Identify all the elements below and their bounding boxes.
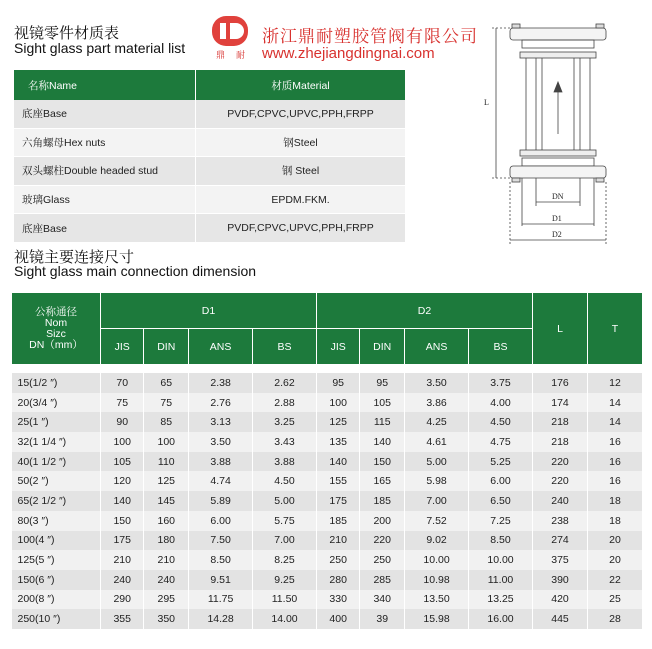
value-cell: 340 xyxy=(360,590,405,610)
value-cell: 175 xyxy=(101,531,144,551)
col-t: T xyxy=(588,293,643,365)
value-cell: 20 xyxy=(588,550,643,570)
value-cell: 95 xyxy=(316,373,359,393)
value-cell: 280 xyxy=(316,570,359,590)
value-cell: 135 xyxy=(316,432,359,452)
part-name: 玻璃Glass xyxy=(14,185,196,214)
value-cell: 176 xyxy=(533,373,588,393)
value-cell: 18 xyxy=(588,511,643,531)
value-cell: 2.88 xyxy=(253,393,317,413)
value-cell: 5.25 xyxy=(469,452,533,472)
value-cell: 274 xyxy=(533,531,588,551)
value-cell: 3.88 xyxy=(253,452,317,472)
value-cell: 185 xyxy=(360,491,405,511)
value-cell: 5.75 xyxy=(253,511,317,531)
part-material: PVDF,CPVC,UPVC,PPH,FRPP xyxy=(196,214,406,243)
value-cell: 11.75 xyxy=(189,590,253,610)
value-cell: 210 xyxy=(316,531,359,551)
dim-label-l: L xyxy=(484,98,489,107)
value-cell: 7.00 xyxy=(405,491,469,511)
table-row xyxy=(12,550,643,570)
value-cell: 240 xyxy=(144,570,189,590)
value-cell: 14.28 xyxy=(189,609,253,629)
value-cell: 12 xyxy=(588,373,643,393)
nom-header-line: Nom xyxy=(44,316,68,329)
value-cell: 4.50 xyxy=(469,412,533,432)
table-row xyxy=(12,393,643,413)
part-name: 六角螺母Hex nuts xyxy=(14,128,196,157)
nominal-size-cell: 80(3 ″) xyxy=(12,511,101,531)
col-d1-ans: ANS xyxy=(189,329,253,365)
nom-header-line: Sizc xyxy=(46,327,66,340)
value-cell: 220 xyxy=(533,452,588,472)
value-cell: 390 xyxy=(533,570,588,590)
value-cell: 2.76 xyxy=(189,393,253,413)
nominal-size-cell: 200(8 ″) xyxy=(12,590,101,610)
part-material: 钢 Steel xyxy=(196,157,406,186)
table-row xyxy=(14,128,406,157)
col-d2-ans: ANS xyxy=(405,329,469,365)
nominal-size-cell: 40(1 1/2 ″) xyxy=(12,452,101,472)
nom-header-line: DN（mm） xyxy=(29,338,83,351)
col-d1-bs: BS xyxy=(253,329,317,365)
value-cell: 3.75 xyxy=(469,373,533,393)
value-cell: 8.50 xyxy=(469,531,533,551)
value-cell: 7.52 xyxy=(405,511,469,531)
value-cell: 3.86 xyxy=(405,393,469,413)
value-cell: 355 xyxy=(101,609,144,629)
value-cell: 3.88 xyxy=(189,452,253,472)
value-cell: 6.00 xyxy=(469,471,533,491)
value-cell: 4.25 xyxy=(405,412,469,432)
value-cell: 15.98 xyxy=(405,609,469,629)
value-cell: 375 xyxy=(533,550,588,570)
value-cell: 125 xyxy=(316,412,359,432)
value-cell: 290 xyxy=(101,590,144,610)
value-cell: 2.38 xyxy=(189,373,253,393)
value-cell: 250 xyxy=(316,550,359,570)
value-cell: 3.13 xyxy=(189,412,253,432)
value-cell: 140 xyxy=(360,432,405,452)
value-cell: 22 xyxy=(588,570,643,590)
value-cell: 11.50 xyxy=(253,590,317,610)
value-cell: 2.62 xyxy=(253,373,317,393)
table-row xyxy=(14,157,406,186)
col-d2-bs: BS xyxy=(469,329,533,365)
value-cell: 185 xyxy=(316,511,359,531)
value-cell: 5.89 xyxy=(189,491,253,511)
company-url[interactable]: www.zhejiangdingnai.com xyxy=(262,45,435,62)
col-d2-din: DIN xyxy=(360,329,405,365)
value-cell: 4.61 xyxy=(405,432,469,452)
value-cell: 14 xyxy=(588,393,643,413)
col-nominal-size xyxy=(12,293,101,365)
value-cell: 180 xyxy=(144,531,189,551)
nominal-size-cell: 150(6 ″) xyxy=(12,570,101,590)
value-cell: 9.25 xyxy=(253,570,317,590)
parts-title-cn: 视镜零件材质表 xyxy=(14,25,120,42)
value-cell: 13.50 xyxy=(405,590,469,610)
value-cell: 240 xyxy=(533,491,588,511)
value-cell: 175 xyxy=(316,491,359,511)
value-cell: 115 xyxy=(360,412,405,432)
value-cell: 10.00 xyxy=(405,550,469,570)
nominal-size-cell: 25(1 ″) xyxy=(12,412,101,432)
value-cell: 218 xyxy=(533,432,588,452)
part-name: 双头螺柱Double headed stud xyxy=(14,157,196,186)
value-cell: 3.50 xyxy=(189,432,253,452)
col-group-d2: D2 xyxy=(316,293,532,329)
value-cell: 65 xyxy=(144,373,189,393)
value-cell: 4.74 xyxy=(189,471,253,491)
value-cell: 400 xyxy=(316,609,359,629)
value-cell: 13.25 xyxy=(469,590,533,610)
part-material: EPDM.FKM. xyxy=(196,185,406,214)
dim-label-d2: D2 xyxy=(552,230,562,239)
value-cell: 100 xyxy=(101,432,144,452)
table-row xyxy=(12,471,643,491)
value-cell: 350 xyxy=(144,609,189,629)
col-l: L xyxy=(533,293,588,365)
parts-material-table xyxy=(14,70,406,243)
value-cell: 140 xyxy=(101,491,144,511)
nominal-size-cell: 32(1 1/4 ″) xyxy=(12,432,101,452)
value-cell: 10.98 xyxy=(405,570,469,590)
value-cell: 10.00 xyxy=(469,550,533,570)
dims-title-cn: 视镜主要连接尺寸 xyxy=(14,249,135,266)
value-cell: 3.25 xyxy=(253,412,317,432)
value-cell: 39 xyxy=(360,609,405,629)
col-d2-jis: JIS xyxy=(316,329,359,365)
value-cell: 16 xyxy=(588,471,643,491)
value-cell: 150 xyxy=(360,452,405,472)
col-name: 名称Name xyxy=(14,70,196,100)
value-cell: 165 xyxy=(360,471,405,491)
value-cell: 220 xyxy=(533,471,588,491)
svg-text:鼎: 鼎 xyxy=(216,51,226,60)
value-cell: 75 xyxy=(101,393,144,413)
spacer-cell xyxy=(12,365,643,374)
value-cell: 16.00 xyxy=(469,609,533,629)
dim-label-d1: D1 xyxy=(552,214,562,223)
col-d1-jis: JIS xyxy=(101,329,144,365)
value-cell: 7.00 xyxy=(253,531,317,551)
value-cell: 16 xyxy=(588,432,643,452)
spacer-row xyxy=(12,365,643,374)
value-cell: 140 xyxy=(316,452,359,472)
value-cell: 5.00 xyxy=(405,452,469,472)
value-cell: 125 xyxy=(144,471,189,491)
value-cell: 85 xyxy=(144,412,189,432)
table-row xyxy=(12,570,643,590)
value-cell: 285 xyxy=(360,570,405,590)
value-cell: 240 xyxy=(101,570,144,590)
table-row xyxy=(12,373,643,393)
value-cell: 5.98 xyxy=(405,471,469,491)
value-cell: 238 xyxy=(533,511,588,531)
value-cell: 100 xyxy=(316,393,359,413)
value-cell: 6.00 xyxy=(189,511,253,531)
company-logo xyxy=(210,14,250,60)
value-cell: 3.43 xyxy=(253,432,317,452)
nominal-size-cell: 50(2 ″) xyxy=(12,471,101,491)
value-cell: 4.75 xyxy=(469,432,533,452)
table-row xyxy=(12,590,643,610)
col-d1-din: DIN xyxy=(144,329,189,365)
part-material: PVDF,CPVC,UPVC,PPH,FRPP xyxy=(196,100,406,128)
dims-title-en: Sight glass main connection dimension xyxy=(14,263,257,279)
value-cell: 120 xyxy=(101,471,144,491)
value-cell: 28 xyxy=(588,609,643,629)
table-row xyxy=(12,531,643,551)
part-material: 钢Steel xyxy=(196,128,406,157)
nom-header-line: 公称通径 xyxy=(35,305,77,318)
nominal-size-cell: 20(3/4 ″) xyxy=(12,393,101,413)
nominal-size-cell: 15(1/2 ″) xyxy=(12,373,101,393)
value-cell: 9.02 xyxy=(405,531,469,551)
value-cell: 174 xyxy=(533,393,588,413)
nominal-size-cell: 250(10 ″) xyxy=(12,609,101,629)
part-name: 底座Base xyxy=(14,214,196,243)
company-name: 浙江鼎耐塑胶管阀有限公司 xyxy=(262,27,478,46)
value-cell: 9.51 xyxy=(189,570,253,590)
value-cell: 210 xyxy=(144,550,189,570)
value-cell: 14 xyxy=(588,412,643,432)
value-cell: 4.50 xyxy=(253,471,317,491)
value-cell: 105 xyxy=(101,452,144,472)
value-cell: 100 xyxy=(144,432,189,452)
value-cell: 5.00 xyxy=(253,491,317,511)
table-row xyxy=(12,491,643,511)
value-cell: 14.00 xyxy=(253,609,317,629)
dim-label-dn: DN xyxy=(552,192,564,201)
value-cell: 105 xyxy=(360,393,405,413)
value-cell: 20 xyxy=(588,531,643,551)
nominal-size-cell: 65(2 1/2 ″) xyxy=(12,491,101,511)
col-material: 材质Material xyxy=(196,70,406,100)
value-cell: 75 xyxy=(144,393,189,413)
table-row xyxy=(12,511,643,531)
value-cell: 6.50 xyxy=(469,491,533,511)
table-row xyxy=(12,412,643,432)
value-cell: 11.00 xyxy=(469,570,533,590)
value-cell: 18 xyxy=(588,491,643,511)
part-name: 底座Base xyxy=(14,100,196,128)
value-cell: 110 xyxy=(144,452,189,472)
value-cell: 4.00 xyxy=(469,393,533,413)
table-row xyxy=(12,452,643,472)
value-cell: 155 xyxy=(316,471,359,491)
value-cell: 70 xyxy=(101,373,144,393)
value-cell: 150 xyxy=(101,511,144,531)
value-cell: 7.25 xyxy=(469,511,533,531)
value-cell: 420 xyxy=(533,590,588,610)
table-row xyxy=(14,214,406,243)
col-group-d1: D1 xyxy=(101,293,317,329)
value-cell: 218 xyxy=(533,412,588,432)
connection-dimension-table xyxy=(11,292,643,629)
value-cell: 330 xyxy=(316,590,359,610)
value-cell: 16 xyxy=(588,452,643,472)
svg-text:耐: 耐 xyxy=(236,51,246,60)
table-row xyxy=(14,185,406,214)
value-cell: 220 xyxy=(360,531,405,551)
value-cell: 250 xyxy=(360,550,405,570)
value-cell: 145 xyxy=(144,491,189,511)
value-cell: 8.25 xyxy=(253,550,317,570)
value-cell: 25 xyxy=(588,590,643,610)
nominal-size-cell: 125(5 ″) xyxy=(12,550,101,570)
value-cell: 295 xyxy=(144,590,189,610)
value-cell: 3.50 xyxy=(405,373,469,393)
value-cell: 90 xyxy=(101,412,144,432)
value-cell: 8.50 xyxy=(189,550,253,570)
dims-body xyxy=(12,365,643,629)
sight-glass-drawing xyxy=(482,14,642,246)
value-cell: 7.50 xyxy=(189,531,253,551)
table-row xyxy=(12,432,643,452)
value-cell: 95 xyxy=(360,373,405,393)
table-row xyxy=(12,609,643,629)
value-cell: 200 xyxy=(360,511,405,531)
nominal-size-cell: 100(4 ″) xyxy=(12,531,101,551)
value-cell: 445 xyxy=(533,609,588,629)
parts-title-en: Sight glass part material list xyxy=(14,40,186,56)
value-cell: 160 xyxy=(144,511,189,531)
table-row xyxy=(14,100,406,128)
value-cell: 210 xyxy=(101,550,144,570)
